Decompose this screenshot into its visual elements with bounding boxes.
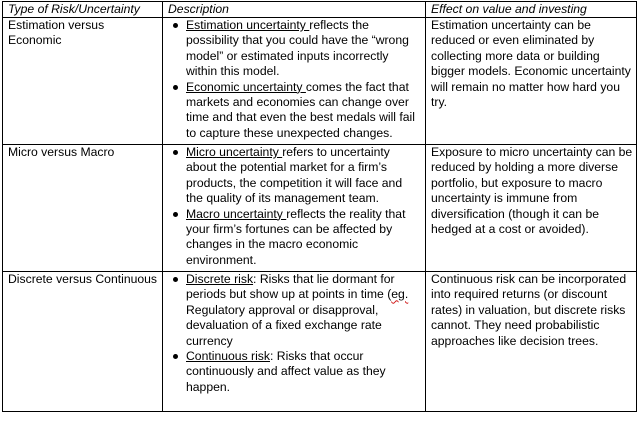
- effect-cell: Estimation uncertainty can be reduced or even eliminated by collecting more data or building bigger models. Economic uncertainty will remain no matter how hard you try.: [426, 18, 637, 145]
- risk-term: Economic uncertainty: [186, 79, 306, 94]
- table-row: [3, 272, 637, 412]
- effect-cell: Exposure to micro uncertainty can be reduced by holding a more diverse portfolio, but exposure to macro uncertainty is immune from diversification (though it can be hedged at a cost or avoided).: [426, 145, 637, 272]
- table-header-row: [3, 2, 637, 18]
- risk-term: Macro uncertainty: [186, 206, 287, 221]
- risk-table: [2, 1, 637, 412]
- effect-cell: Continuous risk can be incorporated into required returns (or discount rates) in valuation, but discrete risks cannot. They need probabilistic approaches like decision trees.: [426, 272, 637, 412]
- bullet-text: reflects the possibility that you could have the “wrong model” or estimated inputs incorrectly within this model.: [186, 18, 409, 79]
- bullet-text: comes the fact that markets and economies can change over time and that even the best medals will fail to capture these unexpected changes.: [186, 79, 415, 140]
- bullet-item: [186, 272, 422, 349]
- bullet-list: [168, 18, 422, 141]
- spellcheck-flagged-word[interactable]: eg.: [391, 287, 409, 302]
- risk-term: Continuous risk: [186, 349, 270, 364]
- bullet-text: : Risks that lie dormant for periods but show up at points in time (: [186, 272, 395, 302]
- header-description: Description: [163, 2, 426, 18]
- risk-term: Micro uncertainty: [186, 145, 283, 159]
- header-effect: Effect on value and investing: [426, 2, 637, 18]
- bullet-item: [186, 80, 422, 142]
- bullet-item: [186, 18, 422, 80]
- risk-term: Estimation uncertainty: [186, 18, 310, 32]
- description-cell: [163, 18, 426, 145]
- risk-type-cell: Discrete versus Continuous: [3, 272, 163, 412]
- bullet-item: [186, 145, 422, 207]
- table-row: [3, 145, 637, 272]
- description-cell: [163, 272, 426, 412]
- bullet-item: [186, 349, 422, 395]
- bullet-text: Regulatory approval or disapproval, devaluation of a fixed exchange rate currency: [186, 302, 382, 348]
- risk-type-cell: Estimation versus Economic: [3, 18, 163, 145]
- bullet-text: : Risks that occur continuously and affect value as they happen.: [186, 349, 386, 394]
- bullet-text: reflects the reality that your firm’s fortunes can be affected by changes in the macro economic environment.: [186, 206, 406, 267]
- description-cell: [163, 145, 426, 272]
- bullet-list: [168, 145, 422, 268]
- table-row: [3, 18, 637, 145]
- risk-term: Discrete risk: [186, 272, 254, 286]
- risk-type-cell: Micro versus Macro: [3, 145, 163, 272]
- bullet-list: [168, 272, 422, 395]
- header-type-of-risk: Type of Risk/Uncertainty: [3, 2, 163, 18]
- bullet-text: refers to uncertainty about the potential market for a firm’s products, the competition it will face and the quality of its management team.: [186, 145, 403, 206]
- bullet-item: [186, 207, 422, 269]
